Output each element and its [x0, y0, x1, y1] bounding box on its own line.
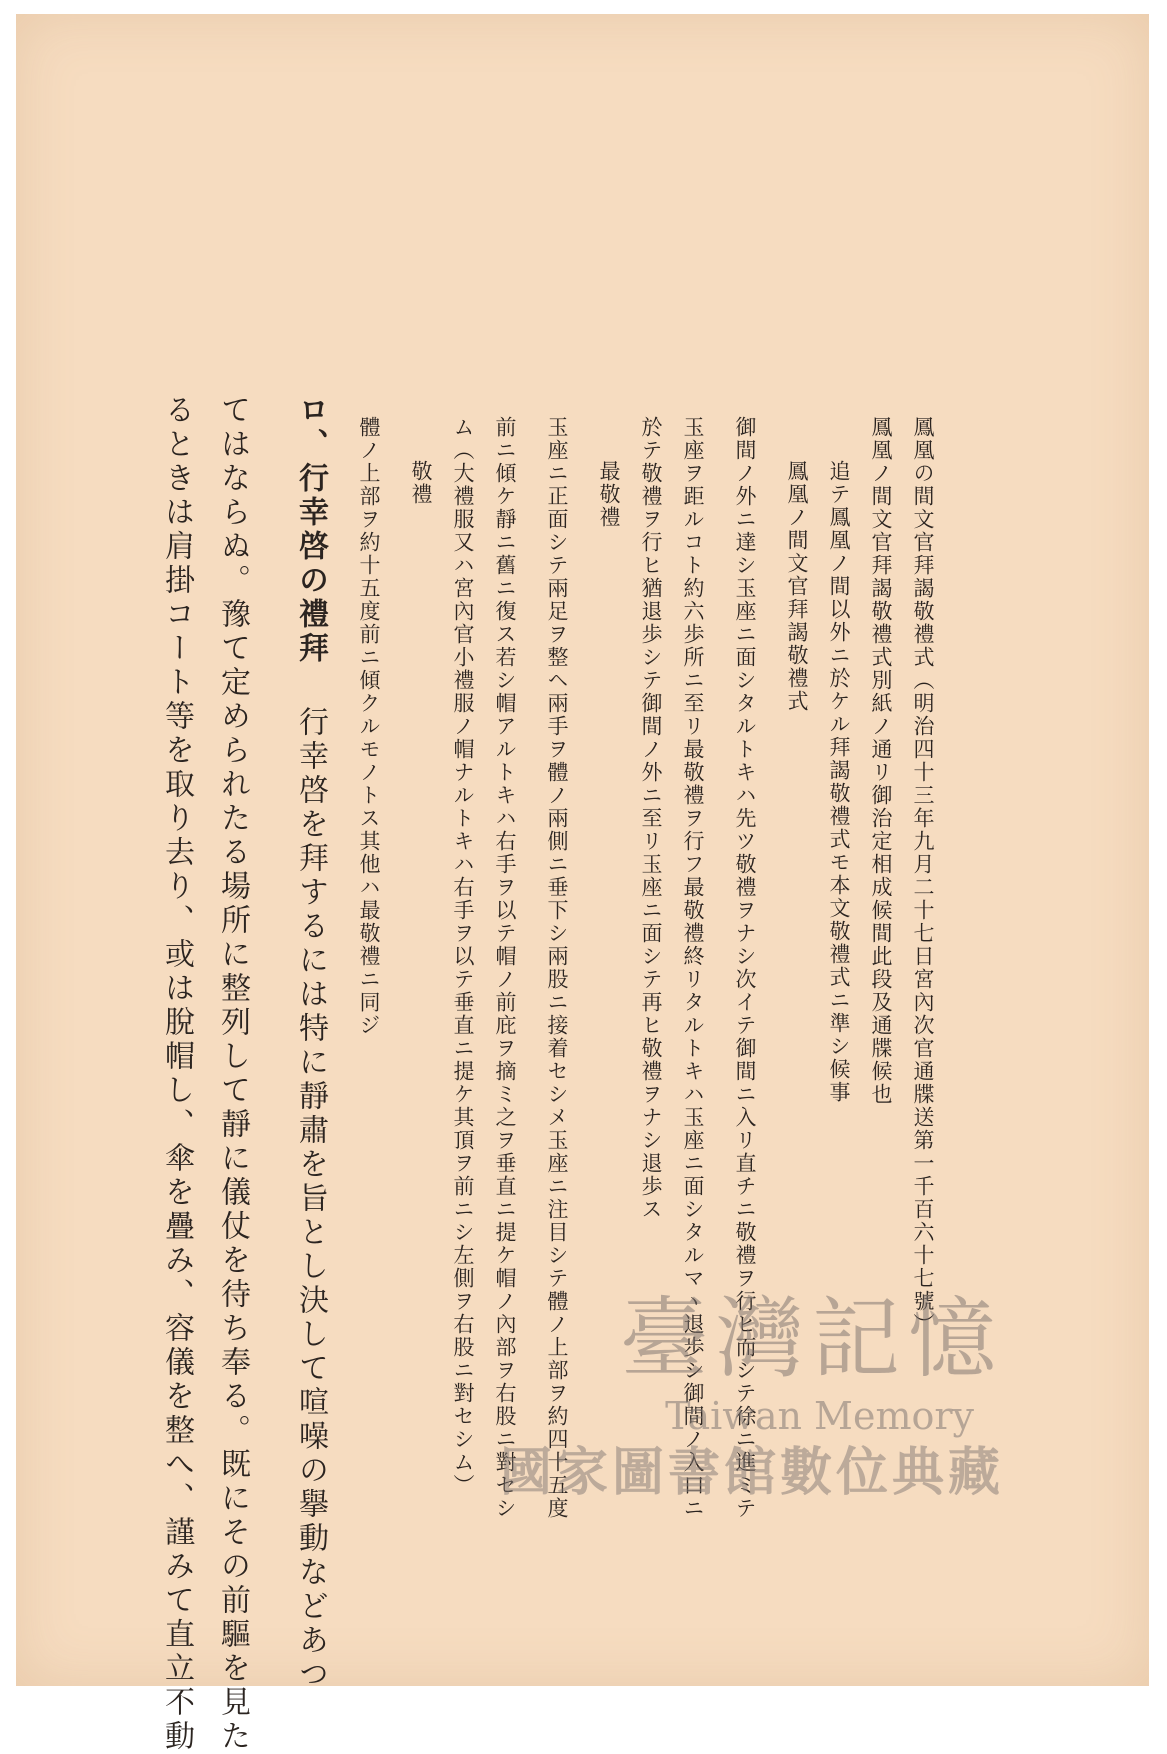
watermark-logo: 臺灣記憶 — [619, 1287, 1004, 1390]
section-title-2: 最敬禮 — [597, 460, 621, 529]
heading-paragraph-start: 行幸啓を拜するには特に靜肅を旨とし決して喧噪の擧動などあつ — [293, 706, 328, 1692]
heading-column — [282, 394, 338, 1692]
text-column-6: 玉座ヲ距ルコト約六歩所ニ至リ最敬禮ヲ行フ最敬禮終リタルトキハ玉座ニ面シタルマヽ退歩シ御間ノ入口ニ — [681, 416, 705, 1520]
text-column-3: 追テ鳳凰ノ間以外ニ於ケル拜謁敬禮式モ本文敬禮式ニ準シ候事 — [827, 460, 851, 1104]
watermark-chinese: 國家圖書館數位典藏 — [499, 1443, 1004, 1503]
section-title-1: 鳳凰ノ間文官拜謁敬禮式 — [785, 460, 809, 713]
document-page — [16, 14, 1149, 1754]
text-column-2: 鳳凰ノ間文官拜謁敬禮式別紙ノ通リ御治定相成候間此段及通牒候也 — [869, 416, 893, 1106]
section-title-3: 敬禮 — [409, 460, 433, 506]
section-heading: ロ、行幸啓の禮拜 — [293, 394, 328, 666]
text-column-9: 玉座ニ正面シテ兩足ヲ整ヘ兩手ヲ體ノ兩側ニ垂下シ兩股ニ接着セシメ玉座ニ注目シテ體ノ上部ヲ約四十五度 — [545, 416, 569, 1520]
watermark-english: Taiwan Memory — [665, 1394, 974, 1438]
text-column-1: 鳳凰の間文官拜謁敬禮式（明治四十三年九月二十七日宮內次官通牒送第一千百六十七號） — [911, 416, 935, 1336]
text-column-11: ム（大禮服又ハ宮內官小禮服ノ帽ナルトキハ右手ヲ以テ垂直ニ提ケ其頂ヲ前ニシ左側ヲ右股ニ對セシム） — [451, 416, 475, 1497]
watermark — [444, 1284, 1004, 1584]
text-column-7: 於テ敬禮ヲ行ヒ猶退歩シテ御間ノ外ニ至リ玉座ニ面シテ再ヒ敬禮ヲナシ退歩ス — [639, 416, 663, 1221]
text-column-5: 御間ノ外ニ達シ玉座ニ面シタルトキハ先ツ敬禮ヲナシ次イテ御間ニ入リ直チニ敬禮ヲ行ヒ而シテ徐ニ進ミテ — [733, 416, 757, 1520]
text-column-13: 體ノ上部ヲ約十五度前ニ傾クルモノトス其他ハ最敬禮ニ同ジ — [357, 416, 381, 1037]
paragraph-column-2: てはならぬ。豫て定められたる場所に整列して靜に儀仗を待ち奉る。既にその前驅を見た — [215, 394, 250, 1754]
paragraph-column-3: るときは肩掛コート等を取り去り、或は脫帽し、傘を疊み、容儀を整へ、謹みて直立不動 — [159, 394, 194, 1754]
text-column-10: 前ニ傾ケ靜ニ舊ニ復ス若シ帽アルトキハ右手ヲ以テ帽ノ前庇ヲ摘ミ之ヲ垂直ニ提ケ帽ノ內部ヲ右股ニ對セシ — [493, 416, 517, 1520]
